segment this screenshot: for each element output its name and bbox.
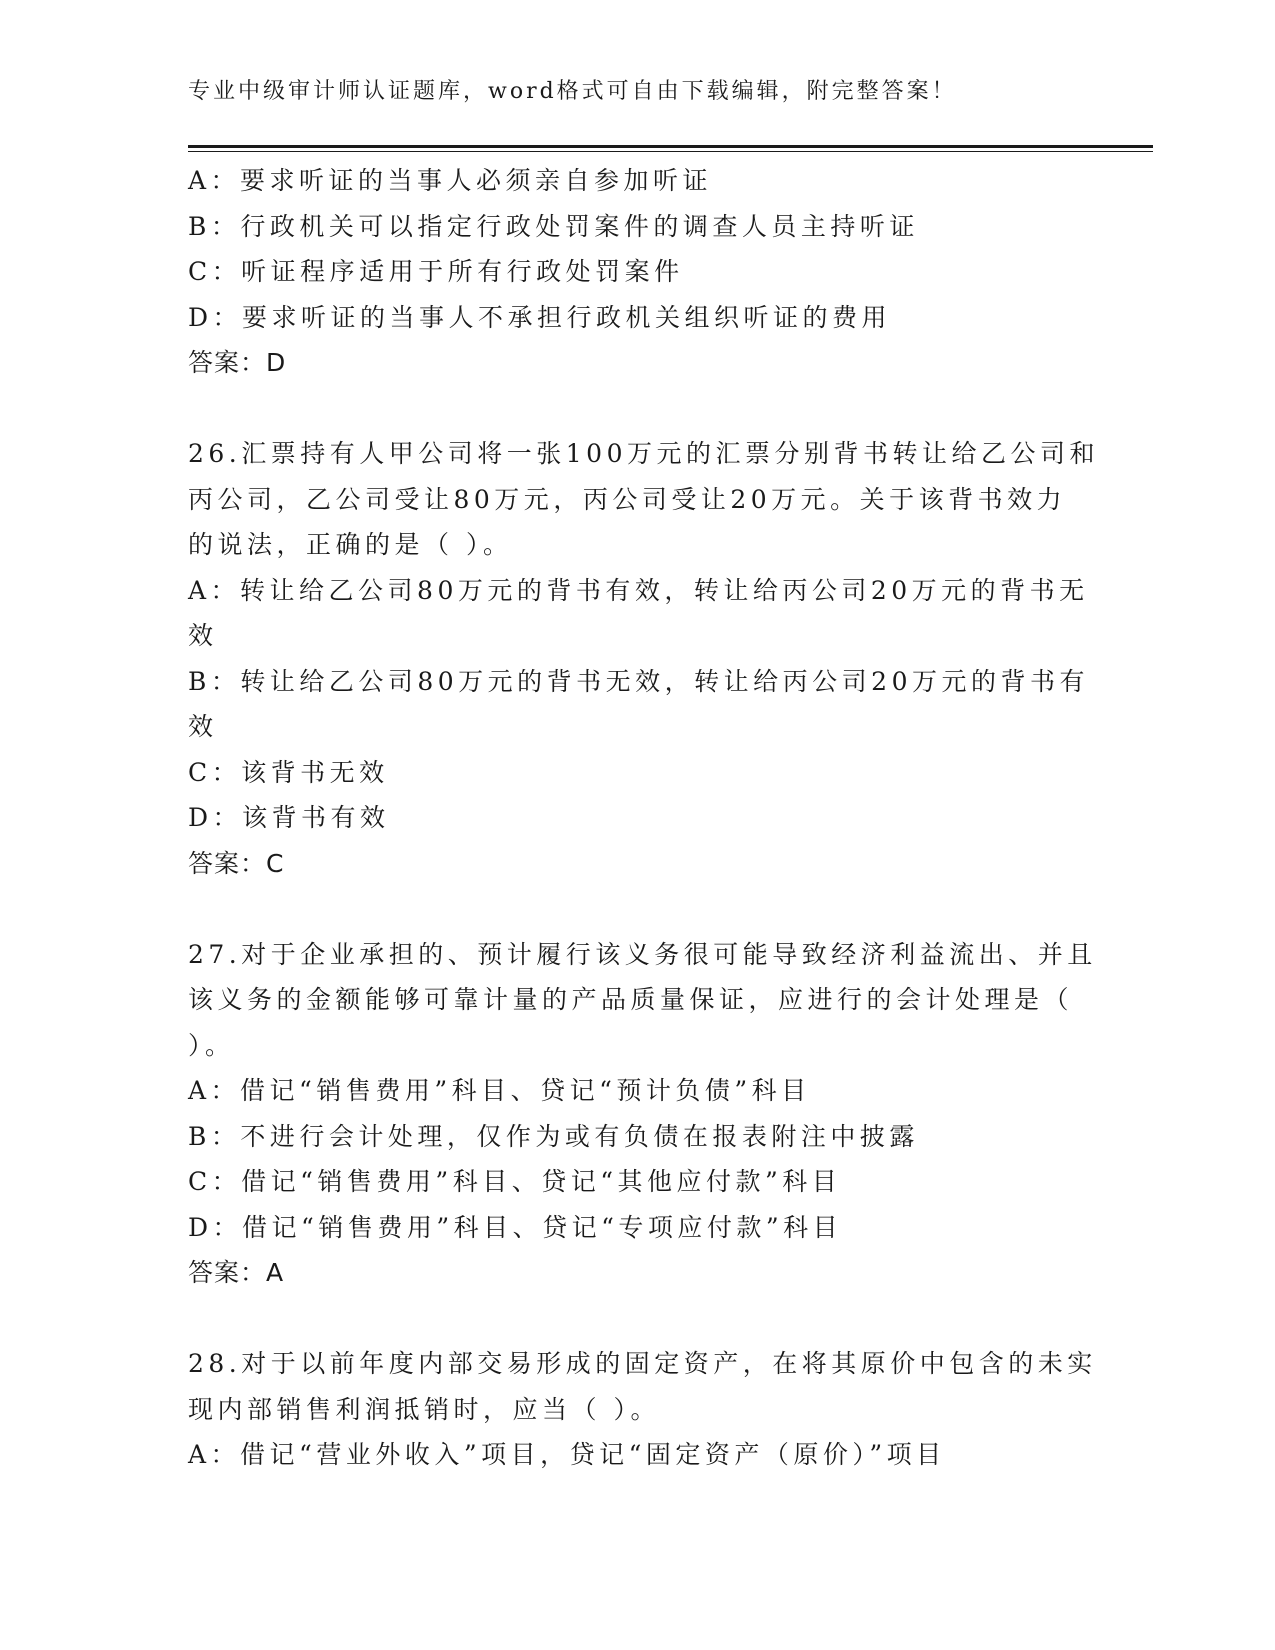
header-rule-thick: [188, 145, 1153, 148]
answer-line: 答案：C: [188, 848, 285, 878]
option-a: A：借记“销售费用”科目、贷记“预计负债”科目: [188, 1076, 811, 1105]
question-stem-line: 的说法，正确的是（ ）。: [188, 530, 513, 559]
spacer: [188, 1296, 1088, 1342]
option-c: C：听证程序适用于所有行政处罚案件: [188, 257, 684, 286]
question-stem-line: 现内部销售利润抵销时，应当（ ）。: [188, 1394, 660, 1424]
option-a: A：要求听证的当事人必须亲自参加听证: [188, 166, 713, 195]
header-rule-thin: [188, 151, 1153, 152]
question-stem-line: ）。: [188, 1030, 235, 1060]
answer-line: 答案：A: [188, 1258, 285, 1287]
option-c: C：借记“销售费用”科目、贷记“其他应付款”科目: [188, 1167, 842, 1196]
option-b-continued: 效: [188, 712, 218, 741]
question-27: [188, 932, 1097, 1296]
answer-line: 答案：D: [188, 348, 287, 377]
question-stem-line: 26.汇票持有人甲公司将一张100万元的汇票分别背书转让给乙公司和: [188, 439, 1099, 468]
option-b: B：不进行会计处理，仅作为或有负债在报表附注中披露: [188, 1121, 919, 1151]
option-a: A：转让给乙公司80万元的背书有效，转让给丙公司20万元的背书无: [188, 575, 1089, 605]
option-b: B：行政机关可以指定行政处罚案件的调查人员主持听证: [188, 211, 919, 241]
option-c: C：该背书无效: [188, 757, 389, 787]
option-a: A：借记“营业外收入”项目，贷记“固定资产（原价）”项目: [188, 1440, 946, 1469]
option-a-continued: 效: [188, 621, 218, 650]
question-stem-line: 丙公司，乙公司受让80万元，丙公司受让20万元。关于该背书效力: [188, 484, 1067, 514]
option-d: D：要求听证的当事人不承担行政机关组织听证的费用: [188, 302, 892, 332]
question-stem-line: 28.对于以前年度内部交易形成的固定资产，在将其原价中包含的未实: [188, 1349, 1097, 1378]
option-d: D：该背书有效: [188, 803, 390, 832]
question-stem-line: 27.对于企业承担的、预计履行该义务很可能导致经济利益流出、并且: [188, 939, 1097, 969]
option-d: D：借记“销售费用”科目、贷记“专项应付款”科目: [188, 1212, 843, 1242]
question-stem-line: 该义务的金额能够可靠计量的产品质量保证，应进行的会计处理是（: [188, 985, 1074, 1014]
question-25: [188, 158, 1088, 386]
page-header: 专业中级审计师认证题库，word格式可自由下载编辑，附完整答案！: [188, 79, 957, 104]
question-content: [188, 158, 1099, 1478]
question-26: [188, 431, 1099, 886]
spacer: [188, 886, 1088, 932]
option-b: B：转让给乙公司80万元的背书无效，转让给丙公司20万元的背书有: [188, 666, 1089, 696]
question-28: [188, 1341, 1097, 1478]
spacer: [188, 386, 1088, 432]
